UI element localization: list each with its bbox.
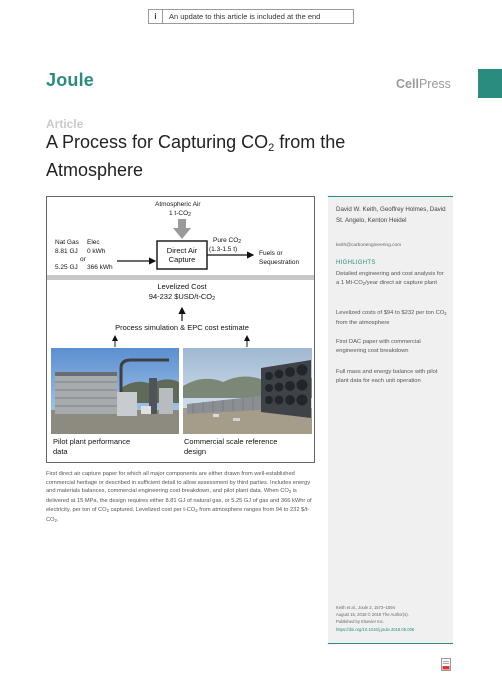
highlight-2-sub: 2 bbox=[444, 311, 447, 316]
title-part-2: from the bbox=[274, 132, 346, 152]
summary-sub-3: 2 bbox=[195, 507, 198, 513]
process-label: Process simulation & EPC cost estimate bbox=[115, 323, 249, 332]
pure-co2-range: (1.3-1.5 t) bbox=[209, 246, 238, 253]
row1-gas: 8.81 GJ bbox=[55, 248, 78, 255]
journal-logo[interactable]: Joule bbox=[46, 70, 95, 90]
pilot-caption-1: Pilot plant performance bbox=[53, 437, 131, 446]
update-banner-text[interactable]: An update to this article is included at the end bbox=[169, 12, 321, 21]
correspondence-email[interactable]: keith@carbonengineering.com bbox=[336, 243, 402, 248]
highlight-1 bbox=[336, 270, 448, 288]
atmospheric-air-label: Atmospheric Air bbox=[155, 201, 201, 208]
highlight-4: Full mass and energy balance with pilot plant data for each unit operation bbox=[336, 369, 438, 384]
authors[interactable]: David W. Keith, Geoffrey Holmes, David St. Angelo, Kenton Heidel bbox=[336, 206, 446, 224]
summary-sub-4: 2 bbox=[54, 517, 57, 523]
doi-link[interactable]: https://doi.org/10.1016/j.joule.2018.05.006 bbox=[336, 626, 415, 632]
atm-flow-sub: 2 bbox=[188, 212, 191, 218]
citation-line-3: Published by Elsevier Inc. bbox=[336, 619, 384, 625]
citation-line-2: August 15, 2018 © 2018 The Author(s). bbox=[336, 612, 409, 618]
pure-co2-sub: 2 bbox=[238, 239, 242, 245]
highlight-2-post: from the atmosphere bbox=[336, 319, 390, 326]
highlight-2-text: Levelized costs of $94 to $232 per ton CO bbox=[336, 310, 445, 316]
divider-bar bbox=[47, 275, 315, 280]
article-type: Article bbox=[46, 117, 84, 131]
cost-value bbox=[87, 292, 277, 304]
citation-line-1: Keith et al., Joule 2, 1573–1594 bbox=[336, 605, 395, 610]
elec-header: Elec bbox=[87, 239, 100, 246]
journal-color-tab bbox=[478, 69, 502, 98]
sidebar bbox=[328, 196, 453, 644]
dac-label bbox=[157, 241, 207, 269]
atm-flow-text: 1 t-CO bbox=[169, 210, 189, 217]
dac-label-1: Direct Air bbox=[166, 246, 198, 255]
cost-value-text: 94-232 $USD/t-CO bbox=[148, 292, 213, 301]
summary-part-1: First direct air capture paper for which all major components are either drawn from well-established commercial heritage or described in sufficient detail to allow assessment by third parties. Includes energy and materials balances, commercial engineering cost breakdown, and pilot plant data. When CO bbox=[46, 471, 311, 495]
pilot-plant-photo bbox=[51, 348, 179, 434]
highlight-3: First DAC paper with commercial engineering cost breakdown bbox=[336, 339, 421, 354]
summary-part-4: from atmosphere ranges from 94 to 232 $/t-CO bbox=[46, 506, 310, 523]
commercial-caption bbox=[184, 437, 277, 457]
summary-part-5: . bbox=[56, 516, 59, 523]
citation bbox=[336, 604, 451, 633]
row2-elec: 366 kWh bbox=[87, 264, 113, 271]
summary-part-3: captured. Levelized cost per t-CO bbox=[108, 506, 196, 513]
highlight-2 bbox=[336, 309, 448, 327]
air-arrow-shaft bbox=[178, 219, 186, 229]
commercial-caption-1: Commercial scale reference bbox=[184, 437, 278, 446]
info-icon: i bbox=[149, 10, 163, 23]
title-subscript: 2 bbox=[268, 142, 275, 154]
cost-title: Levelized Cost bbox=[157, 282, 207, 291]
pure-co2-label bbox=[213, 237, 241, 246]
publisher-logo-light: Press bbox=[418, 77, 451, 91]
air-arrow-head bbox=[173, 228, 191, 239]
summary-paragraph bbox=[46, 470, 316, 525]
title-part-3: Atmosphere bbox=[46, 160, 144, 180]
highlight-1-post: /year direct air capture plant bbox=[365, 279, 437, 286]
pure-co2-text: Pure CO bbox=[213, 237, 239, 244]
highlight-1-sub: 2 bbox=[362, 280, 366, 286]
article-title bbox=[46, 131, 426, 181]
atmospheric-flow-label bbox=[169, 210, 191, 219]
document-icon[interactable] bbox=[441, 658, 451, 671]
pilot-plant-illustration bbox=[51, 348, 179, 434]
update-banner[interactable] bbox=[148, 9, 354, 24]
row1-elec: 0 kWh bbox=[87, 248, 106, 255]
fuels-label-1: Fuels or bbox=[259, 250, 283, 257]
summary-part-2: is delivered at 15 MPa, the design requires either 8.81 GJ of natural gas, or 5.25 GJ of gas and 366 kWhr of electricity, per ton of CO bbox=[46, 488, 312, 513]
graphical-abstract bbox=[46, 196, 315, 463]
publisher-logo[interactable] bbox=[396, 77, 451, 91]
summary-sub-2: 2 bbox=[106, 507, 109, 513]
dac-label-2: Capture bbox=[168, 255, 196, 264]
highlight-1-text: Detailed engineering and cost analysis for a 1 Mt-CO bbox=[336, 271, 444, 286]
commercial-design-illustration bbox=[183, 348, 312, 434]
levelized-cost-label bbox=[87, 282, 277, 304]
highlights-heading: HIGHLIGHTS bbox=[336, 260, 376, 266]
pilot-caption bbox=[53, 437, 130, 457]
title-part-1: A Process for Capturing CO bbox=[46, 132, 269, 152]
fuels-label-2: Sequestration bbox=[259, 259, 300, 266]
or-label: or bbox=[80, 256, 86, 263]
commercial-caption-2: design bbox=[184, 447, 207, 456]
pilot-caption-2: data bbox=[53, 447, 68, 456]
summary-sub-1: 2 bbox=[288, 489, 292, 495]
nat-gas-header: Nat Gas bbox=[55, 239, 79, 246]
commercial-design-render bbox=[183, 348, 312, 434]
cost-value-sub: 2 bbox=[212, 296, 216, 302]
publisher-logo-bold: Cell bbox=[396, 77, 419, 91]
row2-gas: 5.25 GJ bbox=[55, 264, 78, 271]
